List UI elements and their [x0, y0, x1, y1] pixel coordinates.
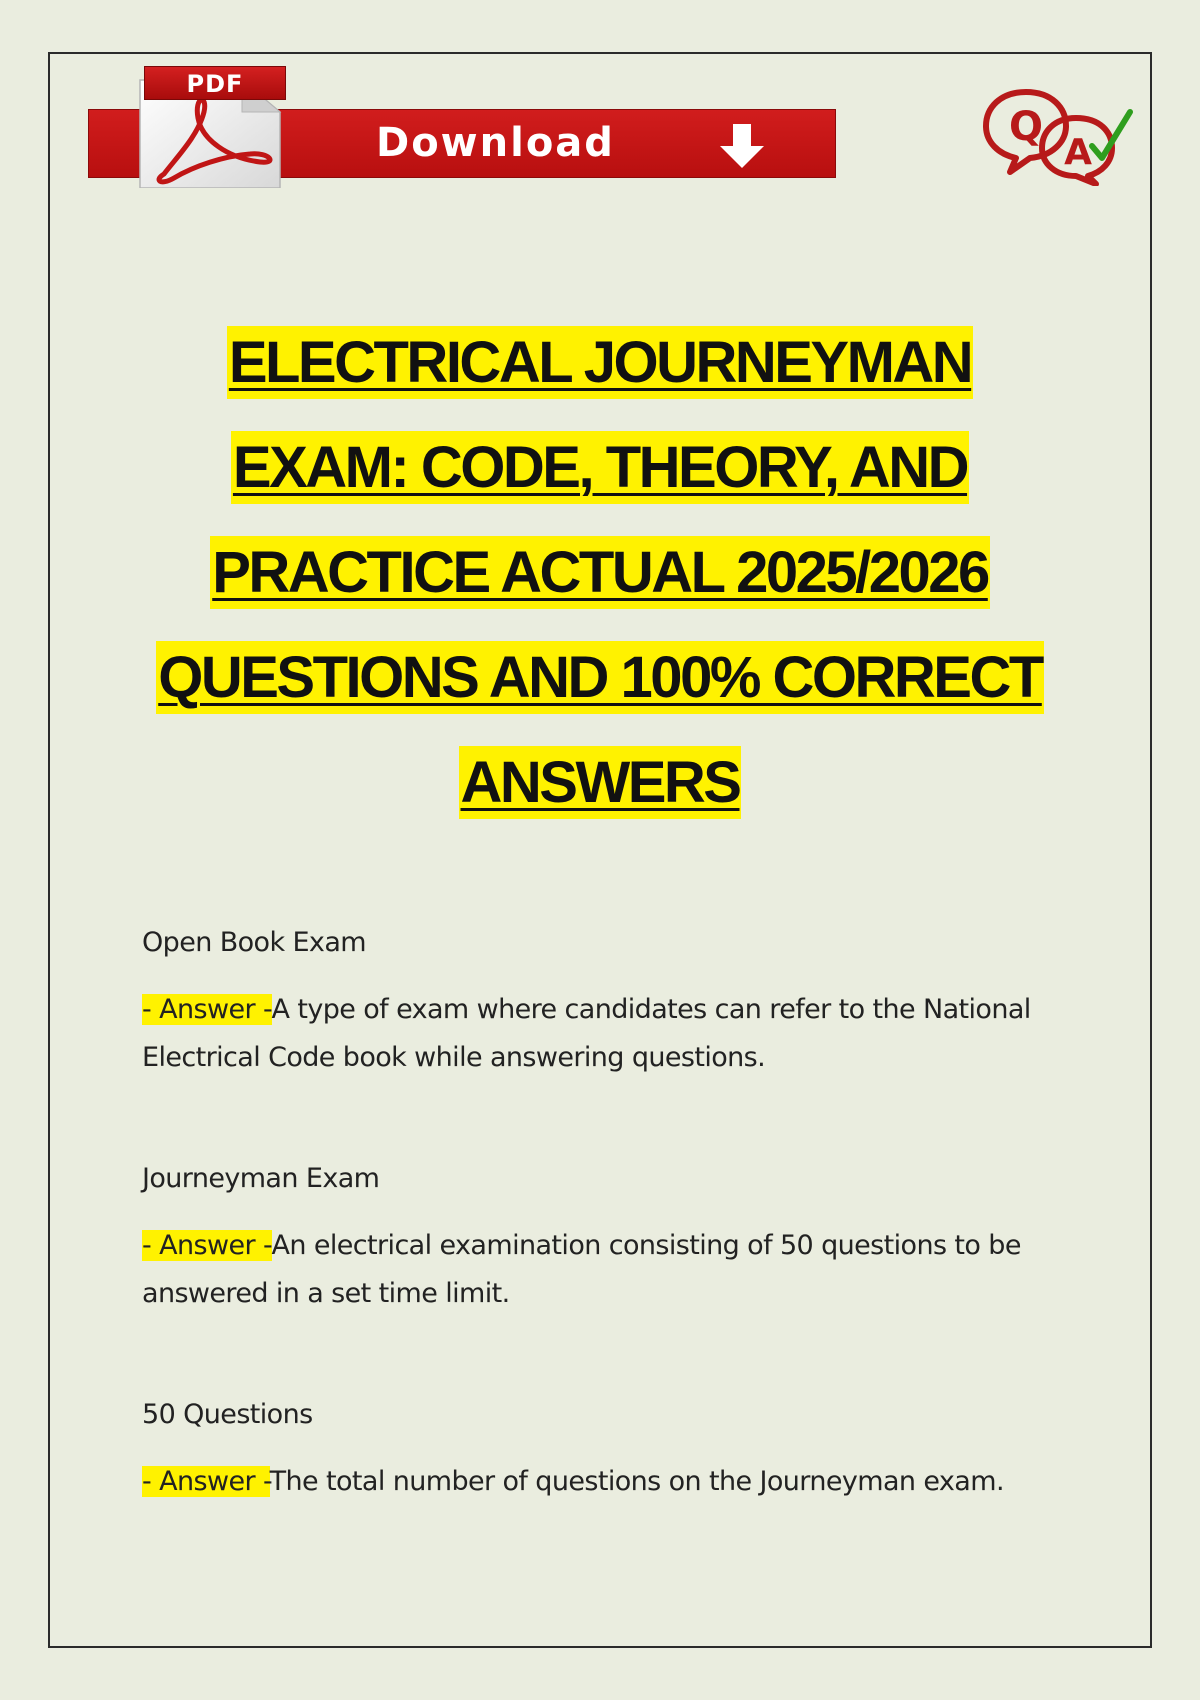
answer-text: - Answer -A type of exam where candidates can refer to the National Electrical Code book while answering questions. [142, 994, 1031, 1073]
question-text: Open Book Exam [142, 927, 366, 958]
qa-item [142, 920, 1072, 1082]
answer-tag: - Answer - [142, 994, 272, 1025]
download-label: Download [376, 120, 615, 166]
qa-item [142, 1392, 1072, 1506]
pdf-file-icon [138, 66, 282, 188]
title-line: PRACTICE ACTUAL 2025/2026 [60, 520, 1140, 625]
qa-bubbles-icon [980, 84, 1140, 186]
pdf-download-button[interactable] [88, 62, 836, 190]
answer-tag: - Answer - [142, 1466, 270, 1497]
question-text: 50 Questions [142, 1399, 313, 1430]
answer-text: - Answer -An electrical examination consisting of 50 questions to be answered in a set time limit. [142, 1230, 1021, 1309]
qa-logo [980, 84, 1140, 186]
title-line: QUESTIONS AND 100% CORRECT [60, 625, 1140, 730]
qa-item [142, 1156, 1072, 1318]
title-line: ELECTRICAL JOURNEYMAN [60, 310, 1140, 415]
logo-q: Q [1008, 104, 1044, 150]
title-line: ANSWERS [60, 730, 1140, 835]
pdf-badge: PDF [144, 66, 286, 100]
answer-text: - Answer -The total number of questions on the Journeyman exam. [142, 1466, 1004, 1497]
down-arrow-icon [716, 120, 768, 172]
title-line: EXAM: CODE, THEORY, AND [60, 415, 1140, 520]
answer-tag: - Answer - [142, 1230, 272, 1261]
question-text: Journeyman Exam [142, 1163, 380, 1194]
document-title [60, 310, 1140, 835]
logo-a: A [1064, 132, 1092, 173]
qa-list [142, 920, 1072, 1580]
